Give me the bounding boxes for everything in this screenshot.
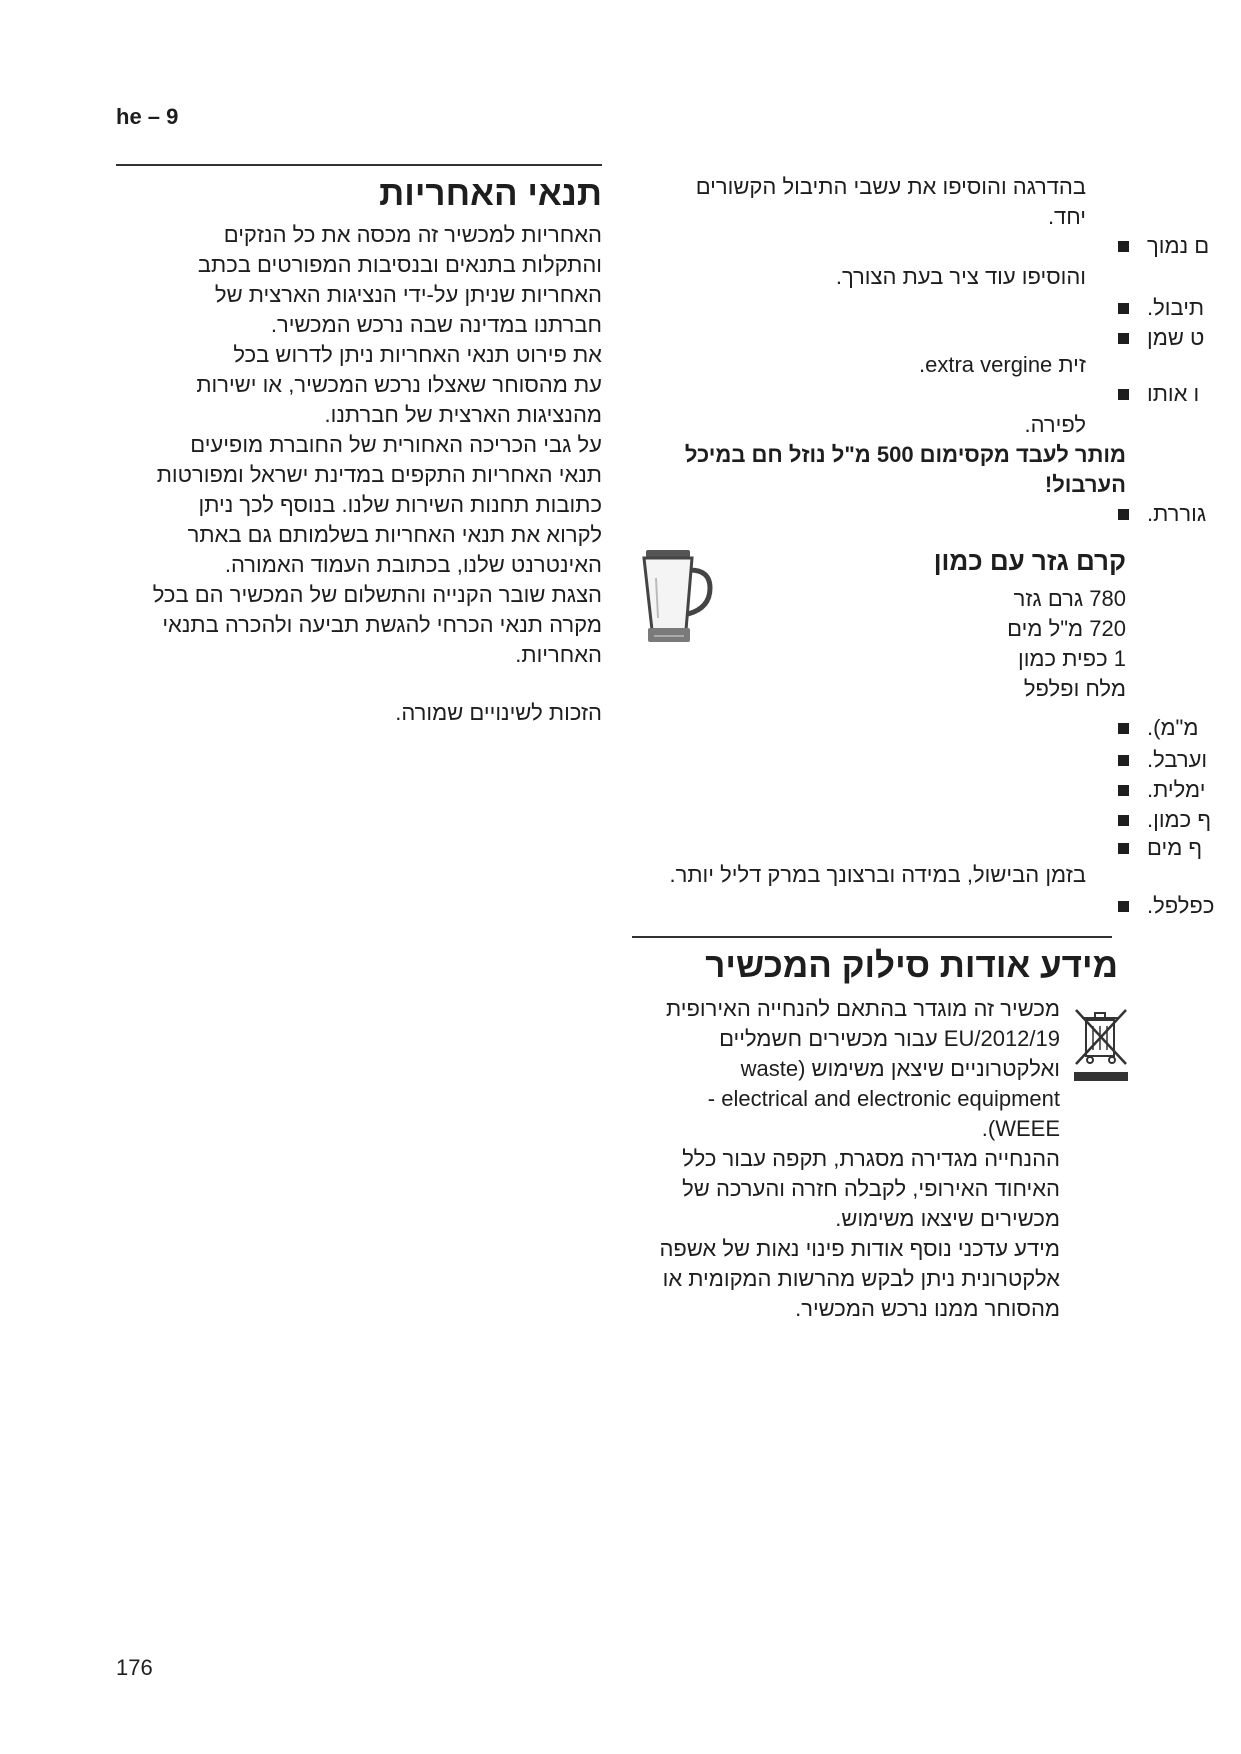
- disposal-line: WEEE).: [981, 1116, 1060, 1141]
- disposal-line: מידע עדכני נוסף אודות פינוי נאות של אשפה: [659, 1236, 1060, 1261]
- bullet-square-icon: [1118, 815, 1129, 826]
- disposal-line: אלקטרונית ניתן לבקש מהרשות המקומית או: [662, 1266, 1060, 1291]
- ingredient-item: 780 גרם גזר: [1013, 586, 1126, 611]
- warranty-line: מהנציגות הארצית של חברתנו.: [324, 402, 602, 427]
- bullet-fragment: ף כמון.: [1147, 807, 1212, 833]
- hot-liquid-warning: [640, 440, 1126, 500]
- bullet-square-icon: [1118, 723, 1129, 734]
- bullet-square-icon: [1118, 389, 1129, 400]
- warranty-line: כתובות תחנות השירות שלנו. בנוסף לכך ניתן: [198, 492, 602, 517]
- warranty-text: [100, 220, 602, 670]
- ingredient-item: 1 כפית כמון: [1017, 646, 1126, 671]
- bullet-square-icon: [1118, 509, 1129, 520]
- ingredient-item: 720 מ"ל מים: [1007, 616, 1126, 641]
- warranty-line: הצגת שובר הקנייה והתשלום של המכשיר הם בכל: [152, 582, 602, 607]
- cooking-note: בזמן הבישול, במידה וברצונך במרק דליל יותר.: [669, 862, 1086, 887]
- bullet-fragment: מ"מ).: [1147, 715, 1199, 741]
- warranty-line: האינטרנט שלנו, בכתובת העמוד האמורה.: [224, 552, 602, 577]
- weee-crossed-bin-icon: [1072, 1006, 1130, 1082]
- bullet-item: [1118, 294, 1241, 321]
- bullet-square-icon: [1118, 303, 1129, 314]
- recipe-pepper-line: והוסיפו עוד ציר בעת הצורך.: [835, 264, 1086, 289]
- bullet-fragment: כפלפל.: [1147, 893, 1215, 919]
- warranty-line: והתקלות בתנאים ובנסיבות המפורטים בכתב: [197, 252, 602, 277]
- disposal-rule: [632, 936, 1112, 938]
- disposal-line: האיחוד האירופי, לקבלה חזרה והערכה של: [682, 1176, 1060, 1201]
- bullet-square-icon: [1118, 901, 1129, 912]
- ingredient-list: [840, 584, 1126, 704]
- recipe-intro-line: יחד.: [1047, 204, 1086, 229]
- bullet-fragment: ימלית.: [1147, 777, 1206, 803]
- bullet-fragment: תיבול.: [1147, 295, 1205, 321]
- bullet-item: [1118, 500, 1241, 527]
- bullet-fragment: ט שמן: [1147, 325, 1205, 351]
- disposal-title: מידע אודות סילוק המכשיר: [705, 946, 1118, 985]
- disposal-text: [600, 994, 1060, 1324]
- disposal-line: מכשיר זה מוגדר בהתאם להנחייה האירופית: [665, 996, 1060, 1021]
- bullet-column: [1118, 0, 1241, 1754]
- recipe-title: קרם גזר עם כמון: [933, 546, 1126, 576]
- page-number: 176: [116, 1655, 153, 1680]
- bullet-item: [1118, 746, 1241, 773]
- bullet-square-icon: [1118, 785, 1129, 796]
- bullet-item: [1118, 806, 1241, 833]
- warning-line: מותר לעבד מקסימום 500 מ"ל נוזל חם במיכל: [684, 442, 1126, 467]
- warranty-line: על גבי הכריכה האחורית של החוברת מופיעים: [190, 432, 602, 457]
- disposal-line: מהסוחר ממנו נרכש המכשיר.: [795, 1296, 1060, 1321]
- bullet-fragment: ו אותו: [1147, 381, 1200, 407]
- bullet-fragment: ם נמוך: [1147, 233, 1210, 259]
- bullet-item: [1118, 776, 1241, 803]
- bullet-square-icon: [1118, 843, 1129, 854]
- disposal-line: electrical and electronic equipment -: [707, 1086, 1060, 1111]
- bullet-item: [1118, 380, 1241, 407]
- bullet-item: [1118, 714, 1241, 741]
- warranty-line: חברתנו במדינה שבה נרכש המכשיר.: [270, 312, 602, 337]
- warranty-line: האחריות.: [515, 642, 602, 667]
- bullet-fragment: ף מים: [1147, 835, 1203, 861]
- rights-reserved-note: הזכות לשינויים שמורה.: [395, 700, 602, 725]
- bullet-item: [1118, 892, 1241, 919]
- header-label: he – 9: [116, 104, 179, 129]
- warning-line: הערבול!: [1044, 472, 1126, 497]
- warranty-title: תנאי האחריות: [379, 174, 602, 213]
- disposal-line: ואלקטרוניים שיצאן משימוש (waste: [740, 1056, 1060, 1081]
- bullet-item: [1118, 324, 1241, 351]
- bullet-item: [1118, 232, 1241, 259]
- recipe-oil-line: זית extra vergine.: [918, 352, 1086, 377]
- warranty-line: לקרוא את תנאי האחריות בשלמותם גם באתר: [187, 522, 602, 547]
- bullet-square-icon: [1118, 241, 1129, 252]
- warranty-rule: [116, 164, 602, 166]
- bullet-square-icon: [1118, 755, 1129, 766]
- disposal-line: EU/2012/19 עבור מכשירים חשמליים: [719, 1026, 1060, 1051]
- bullet-square-icon: [1118, 333, 1129, 344]
- warranty-line: האחריות למכשיר זה מכסה את כל הנזקים: [223, 222, 602, 247]
- warranty-line: תנאי האחריות התקפים במדינת ישראל ומפורטות: [156, 462, 602, 487]
- bullet-fragment: וערבל.: [1147, 747, 1208, 773]
- ingredient-item: מלח ופלפל: [1023, 676, 1126, 701]
- recipe-puree-line: לפירה.: [1024, 412, 1086, 437]
- blender-jug-icon: [636, 548, 716, 648]
- recipe-intro-line: בהדרגה והוסיפו את עשבי התיבול הקשורים: [695, 174, 1086, 199]
- warranty-line: האחריות שניתן על-ידי הנציגות הארצית של: [214, 282, 602, 307]
- recipe-intro: [640, 172, 1086, 232]
- warranty-line: עת מהסוחר שאצלו נרכש המכשיר, או ישירות: [196, 372, 602, 397]
- disposal-line: ההנחייה מגדירה מסגרת, תקפה עבור כלל: [682, 1146, 1060, 1171]
- bullet-fragment: גוררת.: [1147, 501, 1207, 527]
- bullet-item: [1118, 834, 1241, 861]
- disposal-line: מכשירים שיצאו משימוש.: [835, 1206, 1060, 1231]
- warranty-line: מקרה תנאי הכרחי להגשת תביעה ולהכרה בתנאי: [162, 612, 602, 637]
- warranty-line: את פירוט תנאי האחריות ניתן לדרוש בכל: [233, 342, 602, 367]
